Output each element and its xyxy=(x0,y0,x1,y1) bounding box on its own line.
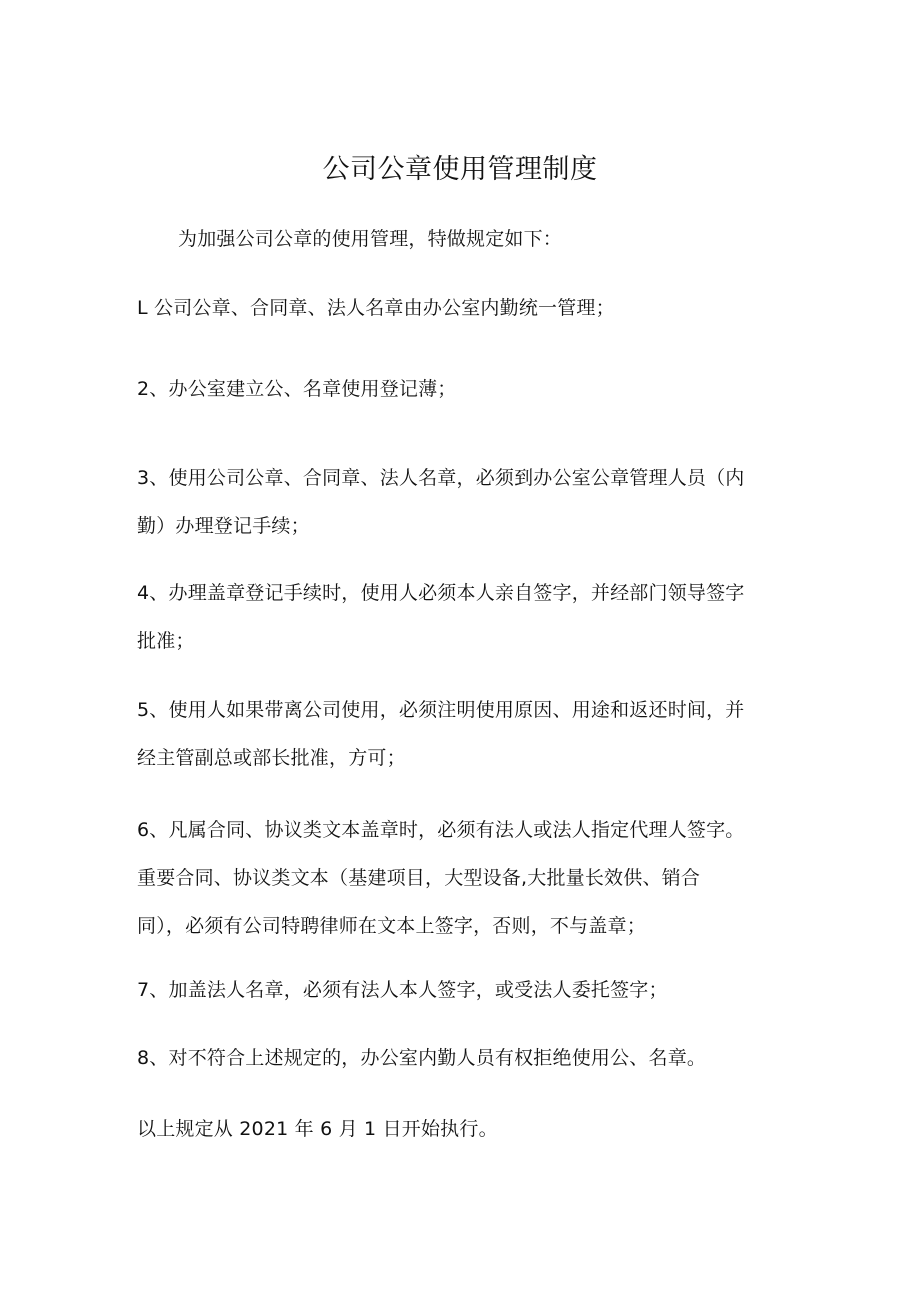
rule-4-line-2: 批准； xyxy=(137,630,195,652)
rule-4-line-1: 4、办理盖章登记手续时，使用人必须本人亲自签字，并经部门领导签字 xyxy=(137,582,745,604)
rule-6-line-1: 6、凡属合同、协议类文本盖章时，必须有法人或法人指定代理人签字。 xyxy=(137,819,745,841)
rule-8-line-1: 8、对不符合上述规定的，办公室内勤人员有权拒绝使用公、名章。 xyxy=(137,1047,707,1069)
rule-3-line-2: 勤）办理登记手续； xyxy=(137,515,310,537)
rule-2 xyxy=(137,372,777,406)
rule-7 xyxy=(137,973,777,1007)
intro-paragraph: 为加强公司公章的使用管理，特做规定如下： xyxy=(178,228,563,250)
rule-8 xyxy=(137,1041,777,1075)
rule-1 xyxy=(137,291,777,325)
rule-4 xyxy=(137,569,777,665)
rule-6-line-3: 同），必须有公司特聘律师在文本上签字，否则，不与盖章； xyxy=(137,915,646,937)
rule-2-line-1: 2、办公室建立公、名章使用登记薄； xyxy=(137,378,457,400)
rule-6-line-2: 重要合同、协议类文本（基建项目，大型设备,大批量长效供、销合 xyxy=(137,867,701,889)
closing-statement: 以上规定从 2021 年 6 月 1 日开始执行。 xyxy=(137,1118,498,1140)
rule-5 xyxy=(137,686,777,782)
rule-3 xyxy=(137,454,777,550)
rule-7-line-1: 7、加盖法人名章，必须有法人本人签字，或受法人委托签字； xyxy=(137,979,668,1001)
rule-6 xyxy=(137,806,777,950)
rule-3-line-1: 3、使用公司公章、合同章、法人名章，必须到办公室公章管理人员（内 xyxy=(137,467,745,489)
rule-5-line-1: 5、使用人如果带离公司使用，必须注明使用原因、用途和返还时间，并 xyxy=(137,699,745,721)
rule-5-line-2: 经主管副总或部长批准，方可； xyxy=(137,747,406,769)
document-title: 公司公章使用管理制度 xyxy=(322,154,598,185)
rule-1-line-1: L 公司公章、合同章、法人名章由办公室内勤统一管理； xyxy=(137,297,615,319)
